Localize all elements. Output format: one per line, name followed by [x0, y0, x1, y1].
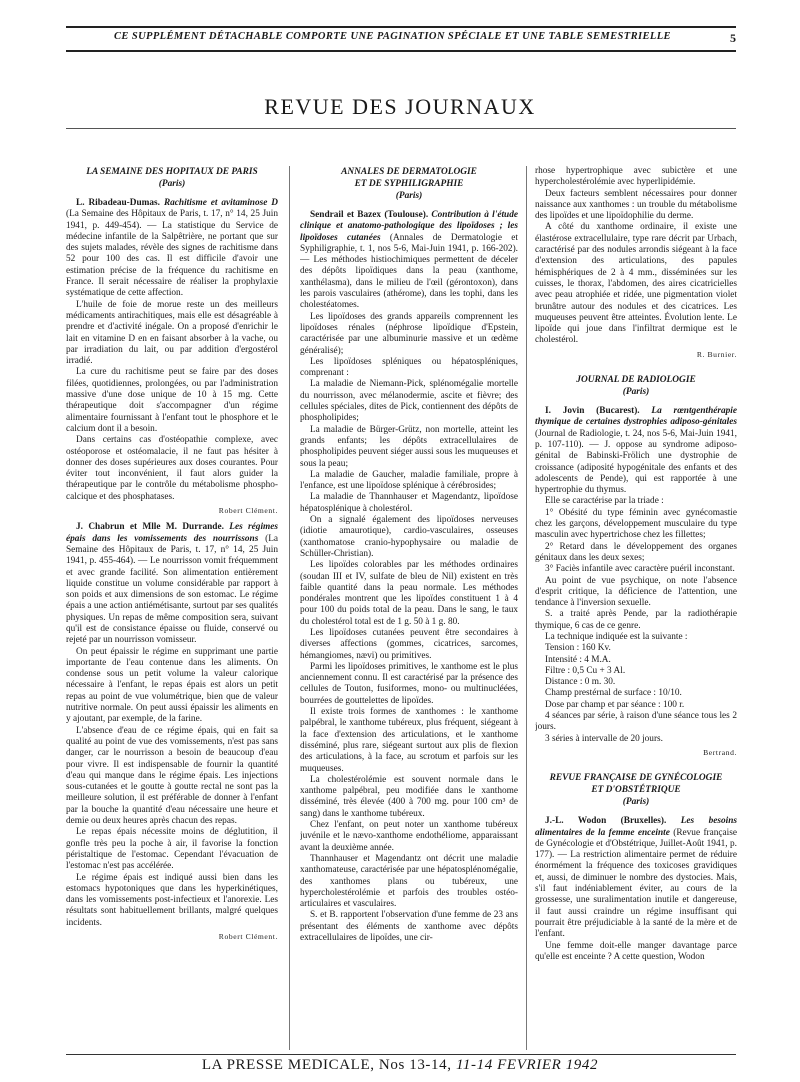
- paragraph: 1° Obésité du type féminin avec gynécomastie chez les garçons, développement musculaire du type masculin avec hypertrichose chez les fillettes;: [535, 507, 737, 541]
- technique-line: Dose par champ et par séance : 100 r.: [545, 699, 685, 710]
- column-divider-1: [289, 166, 290, 1050]
- section-city: (Paris): [395, 191, 423, 201]
- section-heading-line2: ET DE SYPHILIGRAPHIE: [354, 179, 464, 189]
- article-author: I. Jovin (Bucarest).: [545, 406, 640, 417]
- paragraph: Deux facteurs semblent nécessaires pour donner naissance aux xanthomes : un trouble du métabolisme des lipoïdes et une lipoïdophilie du derme.: [535, 188, 737, 222]
- paragraph: On a signalé également des lipoïdoses nerveuses (idiotie amaurotique), cardio-vasculaires, osseuses (xanthomatose cranio-hypophysaire ou maladie de Schüller-Christian).: [300, 515, 518, 559]
- article-author: Sendrail et Bazex (Toulouse).: [310, 210, 429, 220]
- section-heading: JOURNAL DE RADIOLOGIE: [576, 375, 696, 386]
- article-text: La statistique du Service de médecine infantile de la Salpêtrière, ne portant que sur des sujets malades, révèle des signes de rachitisme dans 52 pour 100 des cas. Il est difficile d'avoir une estimation précise de la fréquence du rachitisme en France. Il serait nécessaire de réaliser la prophylaxie systématique de cette affection.: [66, 220, 278, 299]
- article-reference: (La Semaine des Hôpitaux de Paris, t. 17, n° 14, 25 Juin 1941, p. 455-464). —: [66, 533, 278, 567]
- supplement-header-bar: [66, 26, 736, 52]
- paragraph: L'absence d'eau de ce régime épais, qui en fait sa qualité au point de vue des vomissements, n'est pas sans danger, car le nourrisson a besoin de beaucoup d'eau pour vivre. Il est indispensable de fournir la quantité d'eau qui manque dans le régime épais. Les injections sous-cutanées et le goutte à goutte rectal ne sont pas la meilleure solution, il est préférable de donner à l'enfant par la bouche la quantité d'eau nécessaire une heure et demie ou deux heures après chacun des repas.: [66, 725, 278, 827]
- section-heading: LA SEMAINE DES HOPITAUX DE PARIS: [86, 167, 258, 177]
- article-author: J. Chabrun et Mlle M. Durrande.: [76, 522, 224, 533]
- signature: Robert Clément.: [218, 932, 278, 941]
- paragraph: 4 séances par série, à raison d'une séance tous les 2 jours.: [535, 711, 737, 733]
- article-author: L. Ribadeau-Dumas.: [76, 198, 161, 208]
- paragraph: Les lipoïdoses spléniques ou hépatospléniques, comprenant :: [300, 356, 518, 379]
- section-city: (Paris): [158, 179, 186, 189]
- paragraph: S. et B. rapportent l'observation d'une femme de 23 ans présentant des éléments de xanthome avec dépôts extracellulaires de lipoïdes, une cir-: [300, 910, 518, 943]
- paragraph: 3° Faciès infantile avec caractère puéril inconstant.: [545, 564, 735, 575]
- article-title: La rœntgenthérapie thymique de certaines dystrophies adiposo-génitales: [535, 406, 737, 428]
- paragraph: La maladie de Thannhauser et Magendantz, lipoïdose hépatosplénique à cholestérol.: [300, 492, 518, 514]
- article-text: Les méthodes histiochimiques permettent de déceler des dépôts lipoïdiques dans la peau (xanthome, xanthélasma), dans le milieu de l'œil (gérontoxon), dans les parois vasculaires (athérome), dans les tophi, dans les cholestéatomes.: [300, 255, 518, 311]
- technique-line: Tension : 160 Kv.: [545, 643, 611, 654]
- section-heading-line2: ET D'OBSTÉTRIQUE: [591, 785, 681, 796]
- article-reference: (Revue française de Gynécologie et d'Obstétrique, Juillet-Août 1941, p. 177). —: [535, 827, 737, 861]
- paragraph: Dans certains cas d'ostéopathie complexe, avec ostéoporose et ostéomalacie, il ne faut pas hésiter à donner des doses supérieures aux doses courantes. Pour éviter tout inconvénient, il faut alors guider la thérapeutique par le contrôle du métabolisme phospho-calcique et des phosphatases.: [66, 435, 278, 502]
- paragraph: Les lipoïdoses cutanées peuvent être secondaires à diverses affections (gommes, cicatrices, sarcomes, hémangiomes, nævi) ou primitives.: [300, 627, 518, 661]
- article-text: La restriction alimentaire permet de réduire énormément la fréquence des toxicoses gravidiques et, aussi, de diminuer le nombre des dystocies. Mais, s'il faut indéniablement éviter, au cours de la grossesse, une suralimentation inutile et dangereuse, il faut aussi craindre un régime insuffisant qui pourrait être préjudiciable à la santé de la mère et de l'enfant.: [535, 850, 737, 940]
- paragraph: Le repas épais nécessite moins de déglutition, il gonfle très peu la poche à air, il favorise la fonction péristaltique de l'estomac. Cependant l'évacuation de l'estomac n'est pas accélérée.: [66, 827, 278, 872]
- article-reference: (Annales de Dermatologie et Syphiligraphie, t. 1, nos 5-6, Mai-Juin 1941, p. 166-202). —: [300, 232, 518, 266]
- paragraph: La maladie de Niemann-Pick, splénomégalie mortelle du nourrisson, avec mélanodermie, ascite et fièvre; des cellules spéciales, dites de Pick, contiennent des dépôts de phospholipides;: [300, 379, 518, 424]
- article-entry: [300, 210, 518, 312]
- footer-rule: [66, 1054, 736, 1055]
- column-divider-2: [526, 166, 527, 1050]
- paragraph: rhose hypertrophique avec subictère et une hypercholestérolémie avec hyperlipidémie.: [535, 166, 737, 188]
- paragraph: Le régime épais est indiqué aussi bien dans les estomacs hypotoniques que dans les hyperkinétiques, dans les vomissements post-infectieux et l'anorexie. Les résultats sont habituellement brillants, malgré quelques incidents.: [66, 872, 278, 928]
- section-heading: REVUE FRANÇAISE DE GYNÉCOLOGIE: [549, 773, 723, 784]
- paragraph: Chez l'enfant, on peut noter un xanthome tubéreux juvénile et le nævo-xanthome endothéliome, apparaissant avant la deuxième année.: [300, 820, 518, 853]
- paragraph: Les lipoïdes colorables par les méthodes ordinaires (soudan III et IV, sulfate de bleu de Nil) existent en très faible quantité dans la peau normale. Les méthodes pondérales montrent que les lipoïdes constituent 1 à 4 pour 100 du poids total de la peau. Dans le sang, le taux du cholestérol total est de 1 g. 50 à 1 g. 80.: [300, 560, 518, 627]
- article-entry: [66, 198, 278, 300]
- article-title: Les besoins alimentaires de la femme enceinte: [535, 816, 737, 838]
- column-3: [535, 166, 737, 1052]
- supplement-notice: CE SUPPLÉMENT DÉTACHABLE COMPORTE UNE PAGINATION SPÉCIALE ET UNE TABLE SEMESTRIELLE: [114, 31, 671, 42]
- paragraph: La technique indiquée est la suivante :: [545, 631, 688, 642]
- page-number: 5: [730, 31, 736, 45]
- paragraph: La cure du rachitisme peut se faire par des doses filées, quotidiennes, prolongées, ou par l'administration massive d'une dose unique de 10 à 15 mg. Cette thérapeutique doit s'accompagner d'un régime alimentaire fournissant à l'enfant tout le phosphore et le calcium dont il a besoin.: [66, 367, 278, 434]
- section-city: (Paris): [622, 797, 650, 808]
- paragraph: Les lipoïdoses des grands appareils comprennent les lipoïdoses rénales (néphrose lipoïdique d'Epstein, caractérisée par une albuminurie massive et un œdème généralisé);: [300, 311, 518, 356]
- paragraph: Thannhauser et Magendantz ont décrit une maladie xanthomateuse, caractérisée par une hépatosplénomégalie, des xanthomes plans ou tubéreux, une hypercholestérolémie et parfois des troubles ostéo-articulaires et vasculaires.: [300, 853, 518, 910]
- paragraph: A côté du xanthome ordinaire, il existe une élastérose extracellulaire, type rare décrit par Urbach, caractérisé par des nodules arrondis siégeant à la face d'extension des articulations, des papules hémisphériques de 2 à 4 mm., disséminées sur les cuisses, le thorax, l'abdomen, des aires cicatricielles avec peau atrophiée et ridée, une pigmentation violet brunâtre autour des nodules et des cicatrices. Les muqueuses peuvent être atteintes. Évolution lente. Le lipoïde qui joue dans l'infiltrat dermique est le cholestérol.: [535, 222, 737, 346]
- signature: Bertrand.: [703, 747, 737, 757]
- paragraph: Parmi les lipoïdoses primitives, le xanthome est le plus anciennement connu. Il est caractérisé par la présence des cellules de Touton, fusiformes, mono- ou multinucléées, bourrées de gouttelettes de lipoïdes.: [300, 661, 518, 706]
- paragraph: La maladie de Bürger-Grütz, non mortelle, atteint les grands enfants; les dépôts extracellulaires de phospholipides peuvent siéger aussi sous les muqueuses et sous la peau;: [300, 424, 518, 469]
- technique-line: Champ prestérnal de surface : 10/10.: [545, 688, 682, 699]
- page-title: REVUE DES JOURNAUX: [264, 94, 536, 119]
- paragraph: On peut épaissir le régime en supprimant une partie importante de l'eau contenue dans les aliments. On condense sous un petit volume la valeur calorique nécessaire à l'enfant, le repas épais est alors un petit repas au point de vue volumétrique, bien que de valeur nutritive normale. On peut aussi épaissir les aliments en y ajoutant, par exemple, de la farine.: [66, 646, 278, 725]
- article-title: Rachitisme et avitaminose D: [163, 198, 278, 208]
- article-entry: [535, 406, 737, 496]
- article-title: Les régimes épais dans les vomissements des nourrissons: [66, 522, 278, 544]
- article-text: J. oppose au syndrome adiposo-génital de Babinski-Frölich une dystrophie de croissance (adiposité hypogénitale des enfants et des adolescents de Pende), qui est rapportée à une hypertrophie du thymus.: [535, 439, 737, 496]
- column-1: [66, 166, 278, 1052]
- paragraph: Au point de vue psychique, on note l'absence d'esprit critique, la déficience de l'attention, une tendance à l'inversion sexuelle.: [535, 575, 737, 609]
- paragraph: S. a traité après Pende, par la radiothérapie thymique, 6 cas de ce genre.: [535, 609, 737, 631]
- column-2: [300, 166, 518, 1052]
- footer-journal: LA PRESSE MEDICALE, Nos 13-14,: [201, 1057, 452, 1073]
- paragraph: 2° Retard dans le développement des organes génitaux dans les deux sexes;: [535, 541, 737, 563]
- section-city: (Paris): [622, 387, 650, 398]
- paragraph: Une femme doit-elle manger davantage parce qu'elle est enceinte ? A cette question, Wodon: [535, 940, 737, 962]
- paragraph: Il existe trois formes de xanthomes : le xanthome palpébral, le xanthome tubéreux, plus fréquent, siégeant à la face d'extension des articulations, et le xanthome disséminé, plus rare, siégeant surtout aux plis de flexion des articulations, à la face, au scrotum et parfois sur les muqueuses.: [300, 707, 518, 774]
- article-reference: (La Semaine des Hôpitaux de Paris, t. 17, n° 14, 25 Juin 1941, p. 449-454). —: [66, 209, 278, 231]
- technique-line: Distance : 0 m. 30.: [545, 677, 616, 688]
- paragraph: La cholestérolémie est souvent normale dans le xanthome palpébral, peu modifiée dans le xanthome disséminé, très élevée (400 à 700 mg. pour 100 cm³ de sang) dans le xanthome tubéreux.: [300, 774, 518, 819]
- article-author: J.-L. Wodon (Bruxelles).: [545, 816, 667, 827]
- signature: Robert Clément.: [218, 506, 278, 516]
- article-reference: (Journal de Radiologie, t. 24, nos 5-6, Mai-Juin 1941, p. 107-110). —: [535, 428, 737, 450]
- article-title: Contribution à l'étude clinique et anatomo-pathologique des lipoïdoses ; les lipoïdoses cutanées: [300, 210, 518, 243]
- signature: R. Burnier.: [696, 349, 737, 359]
- paragraph: Elle se caractérise par la triade :: [545, 496, 664, 507]
- section-heading: ANNALES DE DERMATOLOGIE: [341, 167, 477, 177]
- article-text: Le nourrisson vomit fréquemment et avec grande facilité. Son alimentation entièrement liquide constitue un volume considérable par rapport à son poids et aux dimensions de son estomac. Le régime épais a une action antiémétisante, surtout par ses qualités physiques. Un repas de même composition sera, suivant qu'il est de consistance épaisse ou fluide, conservé ou rejeté par un nourrisson vomisseur.: [66, 556, 278, 646]
- technique-line: Intensité : 4 M.A.: [545, 654, 611, 665]
- footer-date: 11-14 FEVRIER 1942: [455, 1057, 599, 1073]
- paragraph: 3 séries à intervalle de 20 jours.: [545, 733, 663, 744]
- paragraph: La maladie de Gaucher, maladie familiale, propre à l'enfance, est une lipoïdose splénique à cérébrosides;: [300, 469, 518, 492]
- title-rule: [66, 128, 736, 129]
- article-entry: [66, 522, 278, 646]
- page-footer: [0, 1057, 800, 1074]
- paragraph: L'huile de foie de morue reste un des meilleurs médicaments antirachitiques, mais elle est désagréable à prendre et d'activité inégale. On a proposé d'enrichir le lait en vitamine D en en faisant absorber à la vache, ou par irradiation du lait, ou par addition d'ergostérol irradié.: [66, 299, 278, 367]
- technique-line: Filtre : 0,5 Cu + 3 Al.: [545, 665, 626, 676]
- article-entry: [535, 816, 737, 940]
